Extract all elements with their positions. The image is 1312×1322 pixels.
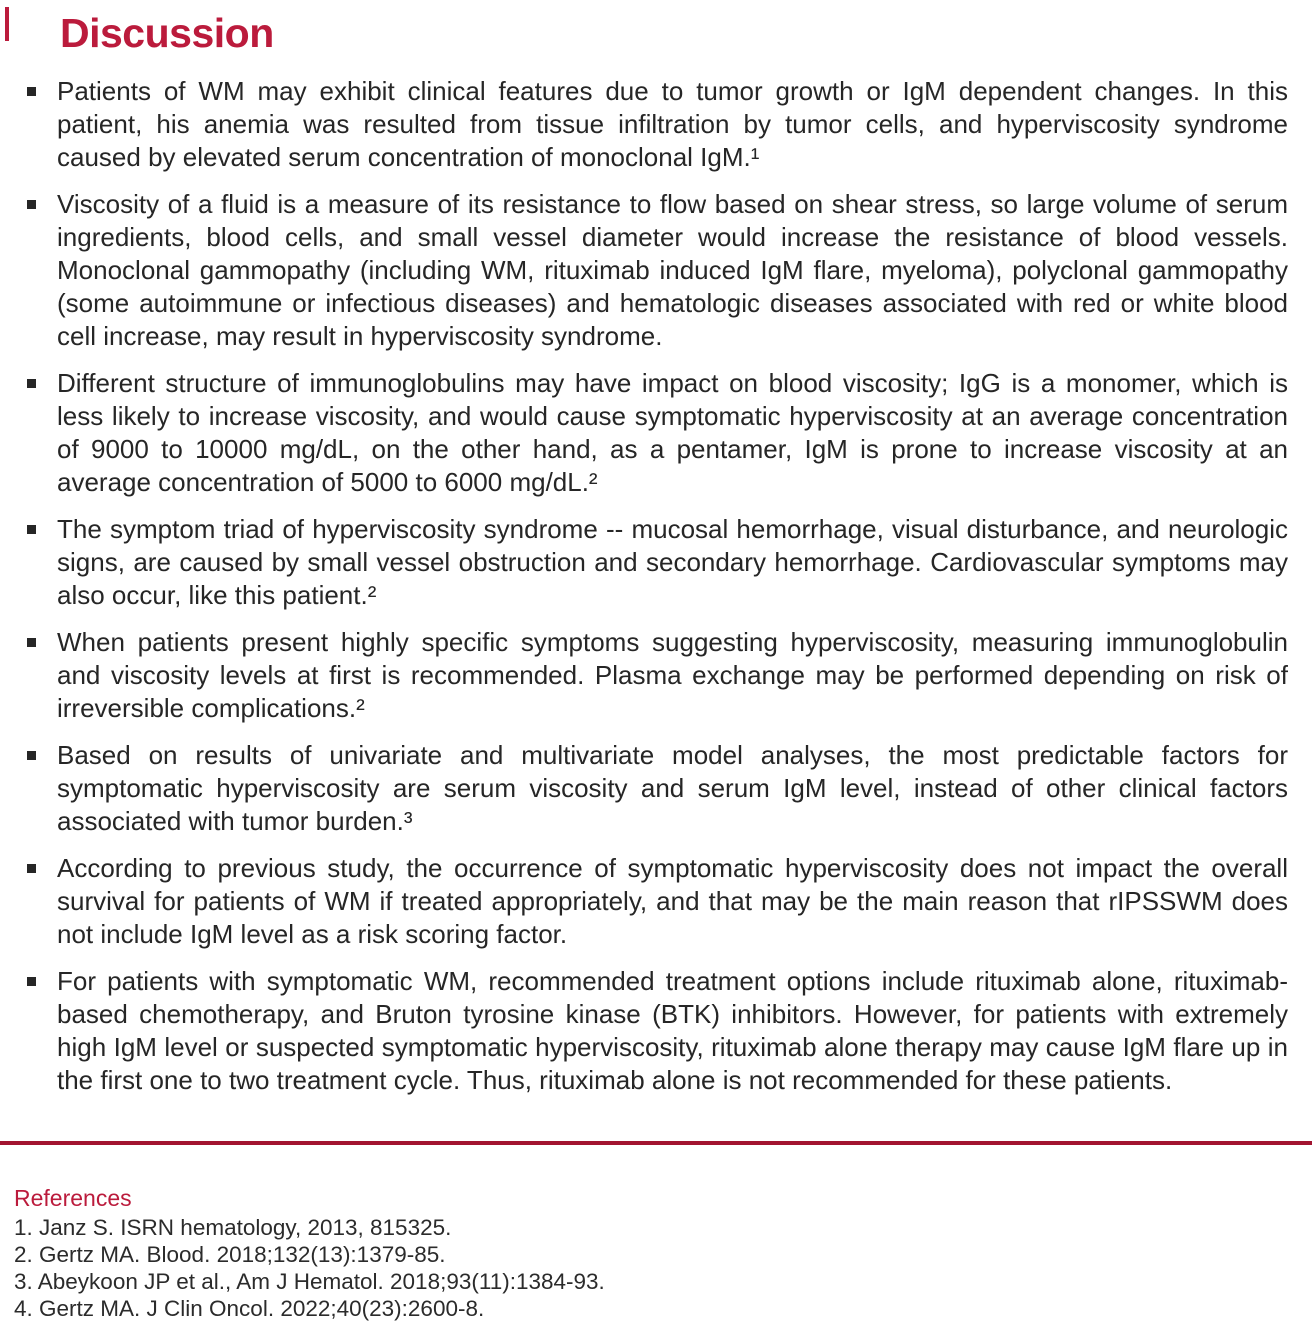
bullet-item	[57, 513, 1288, 612]
discussion-bullet-list	[57, 75, 1288, 1097]
reference-item: 4. Gertz MA. J Clin Oncol. 2022;40(23):2600-8.	[14, 1296, 485, 1321]
bullet-text: Different structure of immunoglobulins may have impact on blood viscosity; IgG is a monomer, which is less likely to increase viscosity, and would cause symptomatic hyperviscosity at an average concentration of 9000 to 10000 mg/dL, on the other hand, as a pentamer, IgM is prone to increase viscosity at an average concentration of 5000 to 6000 mg/dL.²	[57, 368, 1288, 497]
bullet-text: Patients of WM may exhibit clinical features due to tumor growth or IgM dependent changes. In this patient, his anemia was resulted from tissue infiltration by tumor cells, and hyperviscosity syndrome caused by elevated serum concentration of monoclonal IgM.¹	[57, 76, 1288, 172]
bullet-text: When patients present highly specific symptoms suggesting hyperviscosity, measuring immunoglobulin and viscosity levels at first is recommended. Plasma exchange may be performed depending on risk of irreversible complications.²	[57, 627, 1288, 723]
bullet-square-icon	[27, 751, 36, 760]
bullet-square-icon	[27, 977, 36, 986]
bullet-square-icon	[27, 379, 36, 388]
bullet-text: For patients with symptomatic WM, recommended treatment options include rituximab alone, rituximab-based chemotherapy, and Bruton tyrosine kinase (BTK) inhibitors. However, for patients with extremely high IgM level or suspected symptomatic hyperviscosity, rituximab alone therapy may cause IgM flare up in the first one to two treatment cycle. Thus, rituximab alone is not recommended for these patients.	[57, 966, 1288, 1095]
bullet-square-icon	[27, 864, 36, 873]
bullet-item	[57, 626, 1288, 725]
bullet-text: The symptom triad of hyperviscosity syndrome -- mucosal hemorrhage, visual disturbance, and neurologic signs, are caused by small vessel obstruction and secondary hemorrhage. Cardiovascular symptoms may also occur, like this patient.²	[57, 514, 1288, 610]
reference-item: 1. Janz S. ISRN hematology, 2013, 815325.	[14, 1215, 452, 1240]
bullet-square-icon	[27, 200, 36, 209]
bullet-text: According to previous study, the occurrence of symptomatic hyperviscosity does not impact the overall survival for patients of WM if treated appropriately, and that may be the main reason that rIPSSWM does not include IgM level as a risk scoring factor.	[57, 853, 1288, 949]
section-divider-rule	[0, 1141, 1312, 1145]
reference-item: 3. Abeykoon JP et al., Am J Hematol. 2018;93(11):1384-93.	[14, 1269, 605, 1294]
bullet-item	[57, 188, 1288, 353]
bullet-text: Viscosity of a fluid is a measure of its resistance to flow based on shear stress, so large volume of serum ingredients, blood cells, and small vessel diameter would increase the resistance of blood vessels. Monoclonal gammopathy (including WM, rituximab induced IgM flare, myeloma), polyclonal gammopathy (some autoimmune or infectious diseases) and hematologic diseases associated with red or white blood cell increase, may result in hyperviscosity syndrome.	[57, 189, 1288, 351]
bullet-square-icon	[27, 638, 36, 647]
bullet-item	[57, 852, 1288, 951]
bullet-text: Based on results of univariate and multivariate model analyses, the most predictable factors for symptomatic hyperviscosity are serum viscosity and serum IgM level, instead of other clinical factors associated with tumor burden.³	[57, 740, 1288, 836]
bullet-item	[57, 367, 1288, 499]
red-edge-mark	[5, 7, 9, 41]
bullet-square-icon	[27, 525, 36, 534]
page-title: Discussion	[60, 10, 274, 56]
references-heading: References	[14, 1185, 132, 1211]
bullet-item	[57, 75, 1288, 174]
references-section	[14, 1185, 1288, 1322]
reference-item: 2. Gertz MA. Blood. 2018;132(13):1379-85.	[14, 1242, 446, 1267]
bullet-item	[57, 739, 1288, 838]
bullet-item	[57, 965, 1288, 1097]
bullet-square-icon	[27, 87, 36, 96]
